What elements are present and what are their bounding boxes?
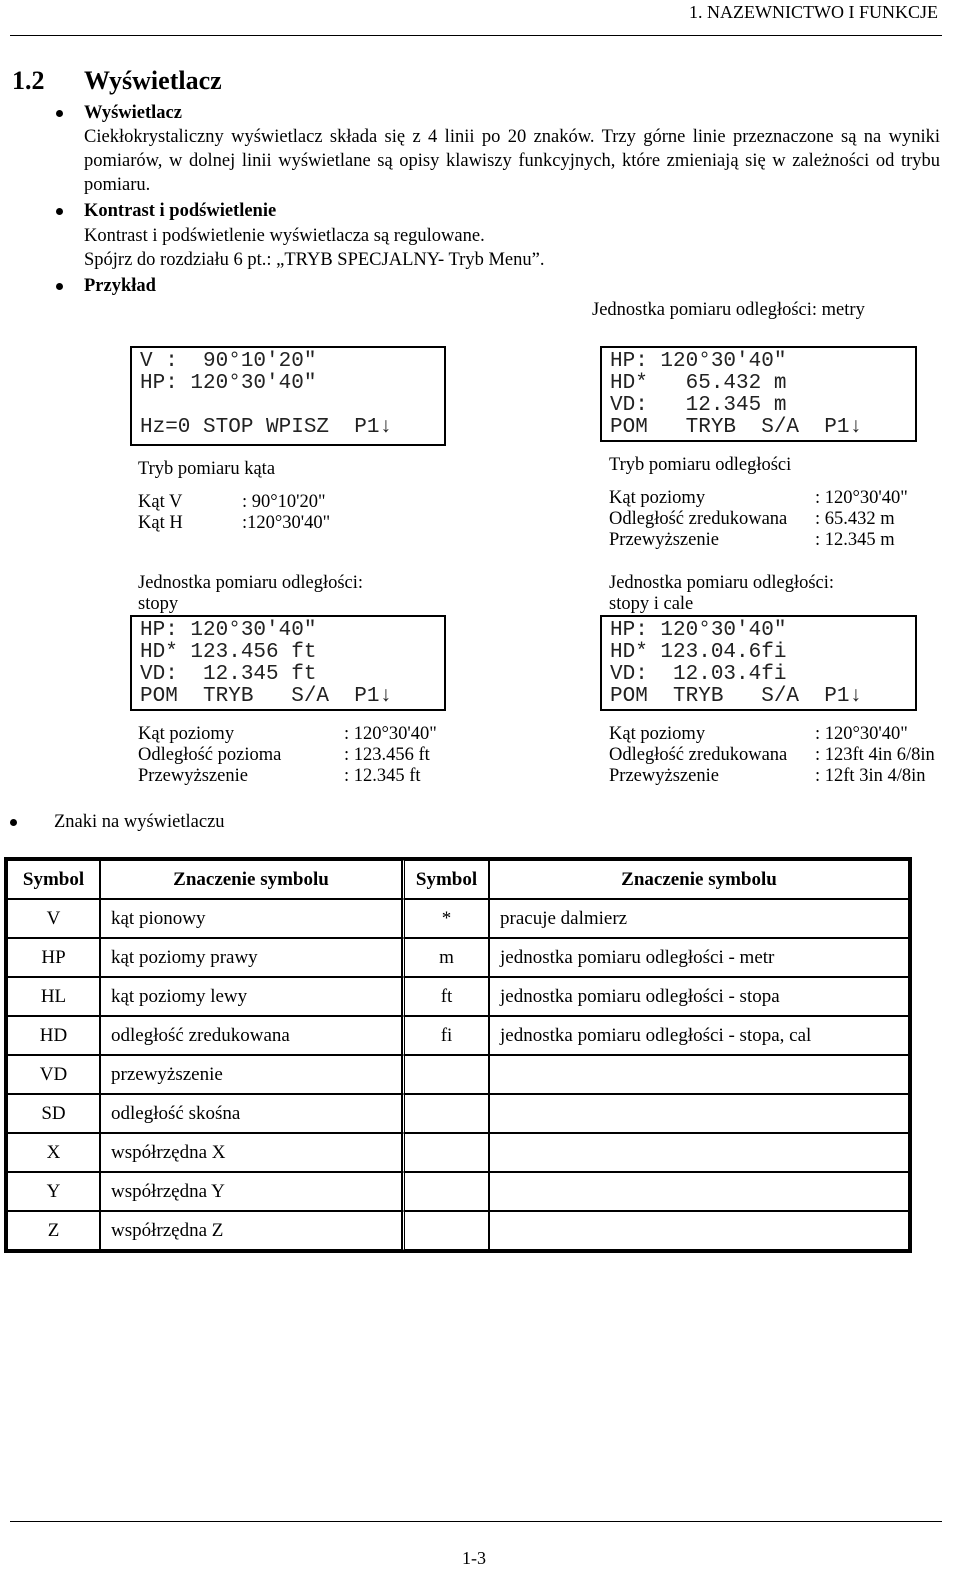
value-key: Przewyższenie (609, 766, 719, 786)
bullet-icon (56, 110, 63, 117)
lcd-distance-feet-inch (600, 615, 917, 711)
value-val: : 123.456 ft (344, 745, 430, 765)
value-key: Kąt poziomy (609, 488, 706, 508)
table-header-row (7, 860, 909, 899)
meaning-cell (489, 1211, 909, 1250)
lcd-line: POM TRYB S/A P1↓ (610, 416, 863, 439)
metric-unit-label: Jednostka pomiaru odległości: metry (592, 300, 865, 320)
lcd-line: HD* 123.04.6fi (610, 641, 787, 664)
section-number: 1.2 (12, 66, 45, 95)
lcd-line: POM TRYB S/A P1↓ (610, 685, 863, 708)
value-val: : 12.345 m (815, 530, 895, 550)
meaning-cell: przewyższenie (100, 1055, 402, 1094)
contrast-heading: Kontrast i podświetlenie (84, 201, 277, 221)
lcd-line: V : 90°10'20" (140, 350, 317, 373)
meaning-cell: współrzędna Z (100, 1211, 402, 1250)
symbol-cell: Y (7, 1172, 100, 1211)
symbol-cell: Z (7, 1211, 100, 1250)
meaning-cell: odległość zredukowana (100, 1016, 402, 1055)
metric-values (609, 488, 908, 551)
feet-values (138, 724, 437, 787)
lcd-line: VD: 12.345 ft (140, 663, 317, 686)
example-heading: Przykład (84, 276, 156, 296)
lcd-line: HP: 120°30'40" (140, 619, 317, 642)
lcd-line: HP: 120°30'40" (610, 350, 787, 373)
value-val: : 120°30'40" (815, 724, 908, 744)
value-val: :120°30'40" (242, 513, 331, 533)
table-row (7, 1133, 909, 1172)
meaning-cell: jednostka pomiaru odległości - stopa (489, 977, 909, 1016)
meaning-cell: kąt pionowy (100, 899, 402, 938)
meaning-cell: współrzędna X (100, 1133, 402, 1172)
lcd-line: HD* 123.456 ft (140, 641, 317, 664)
table-row (7, 1094, 909, 1133)
symbol-cell (402, 1211, 489, 1250)
value-key: Kąt poziomy (138, 724, 235, 744)
value-key: Przewyższenie (138, 766, 248, 786)
bullet-icon (56, 208, 63, 215)
column-header: Znaczenie symbolu (100, 860, 402, 899)
meaning-cell: jednostka pomiaru odległości - stopa, cal (489, 1016, 909, 1055)
table-row (7, 1211, 909, 1250)
value-val: : 120°30'40" (344, 724, 437, 744)
header-rule (10, 35, 942, 36)
signs-heading: Znaki na wyświetlaczu (54, 812, 225, 832)
value-val: : 12.345 ft (344, 766, 421, 786)
column-header: Symbol (402, 860, 489, 899)
angle-caption: Tryb pomiaru kąta (138, 459, 276, 479)
meaning-cell: kąt poziomy lewy (100, 977, 402, 1016)
section-title-text: Wyświetlacz (84, 66, 222, 95)
meaning-cell (489, 1133, 909, 1172)
symbol-cell (402, 1094, 489, 1133)
symbol-cell: HL (7, 977, 100, 1016)
meaning-cell: współrzędna Y (100, 1172, 402, 1211)
value-val: : 12ft 3in 4/8in (815, 766, 926, 786)
display-body: Ciekłokrystaliczny wyświetlacz składa się z 4 linii po 20 znaków. Trzy górne linie przeznaczone są na wyniki pomiarów, w dolnej linii wyświetlane są opisy klawiszy funkcyjnych, które zmieniają się w zależności od trybu pomiaru. (84, 127, 940, 195)
symbol-cell (402, 1055, 489, 1094)
lcd-line: HP: 120°30'40" (140, 372, 317, 395)
meaning-cell: odległość skośna (100, 1094, 402, 1133)
value-key: Przewyższenie (609, 530, 719, 550)
meaning-cell: kąt poziomy prawy (100, 938, 402, 977)
meaning-cell (489, 1094, 909, 1133)
column-header: Symbol (7, 860, 100, 899)
value-val: : 65.432 m (815, 509, 895, 529)
angle-values (138, 492, 330, 534)
section-title (12, 66, 222, 96)
display-heading: Wyświetlacz (84, 103, 182, 123)
lcd-line: HD* 65.432 m (610, 372, 787, 395)
lcd-line: VD: 12.345 m (610, 394, 787, 417)
feet-inch-values (609, 724, 935, 787)
lcd-line (140, 395, 444, 417)
meaning-cell (489, 1172, 909, 1211)
unit-label-line: stopy (138, 594, 179, 614)
table-row (7, 938, 909, 977)
lcd-line: Hz=0 STOP WPISZ P1↓ (140, 416, 393, 439)
page-number: 1-3 (462, 1548, 486, 1568)
unit-label-line: Jednostka pomiaru odległości: (609, 573, 835, 593)
symbols-table (4, 857, 912, 1253)
footer-rule (10, 1521, 942, 1522)
contrast-line-2: Spójrz do rozdziału 6 pt.: „TRYB SPECJALNY- Tryb Menu”. (84, 250, 545, 270)
symbol-cell: V (7, 899, 100, 938)
symbol-cell: m (402, 938, 489, 977)
meaning-cell (489, 1055, 909, 1094)
lcd-distance-metres (600, 346, 917, 442)
lcd-angle-mode (130, 346, 446, 446)
contrast-line-1: Kontrast i podświetlenie wyświetlacza są regulowane. (84, 226, 485, 246)
lcd-line: VD: 12.03.4fi (610, 663, 787, 686)
value-key: Odległość zredukowana (609, 745, 788, 765)
table-row (7, 899, 909, 938)
symbol-cell: * (402, 899, 489, 938)
value-val: : 120°30'40" (815, 488, 908, 508)
value-key: Kąt V (138, 492, 183, 512)
symbol-cell: ft (402, 977, 489, 1016)
column-header: Znaczenie symbolu (489, 860, 909, 899)
metric-caption: Tryb pomiaru odległości (609, 455, 792, 475)
value-key: Kąt poziomy (609, 724, 706, 744)
symbol-cell: HD (7, 1016, 100, 1055)
bullet-icon (56, 283, 63, 290)
meaning-cell: pracuje dalmierz (489, 899, 909, 938)
symbol-cell: X (7, 1133, 100, 1172)
table-row (7, 1172, 909, 1211)
table-row (7, 977, 909, 1016)
lcd-distance-feet (130, 615, 446, 711)
unit-label-line: stopy i cale (609, 594, 694, 614)
symbol-cell: HP (7, 938, 100, 977)
value-key: Odległość zredukowana (609, 509, 788, 529)
lcd-line: HP: 120°30'40" (610, 619, 787, 642)
feet-unit-label (138, 573, 363, 615)
value-val: : 123ft 4in 6/8in (815, 745, 935, 765)
value-key: Odległość pozioma (138, 745, 282, 765)
feet-inch-unit-label (609, 573, 834, 615)
symbol-cell (402, 1133, 489, 1172)
symbol-cell: VD (7, 1055, 100, 1094)
table-row (7, 1016, 909, 1055)
symbol-cell: SD (7, 1094, 100, 1133)
chapter-header: 1. NAZEWNICTWO I FUNKCJE (689, 2, 938, 22)
meaning-cell: jednostka pomiaru odległości - metr (489, 938, 909, 977)
value-val: : 90°10'20" (242, 492, 326, 512)
unit-label-line: Jednostka pomiaru odległości: (138, 573, 364, 593)
value-key: Kąt H (138, 513, 183, 533)
lcd-line: POM TRYB S/A P1↓ (140, 685, 393, 708)
bullet-icon (10, 819, 17, 826)
symbol-cell: fi (402, 1016, 489, 1055)
table-row (7, 1055, 909, 1094)
symbol-cell (402, 1172, 489, 1211)
